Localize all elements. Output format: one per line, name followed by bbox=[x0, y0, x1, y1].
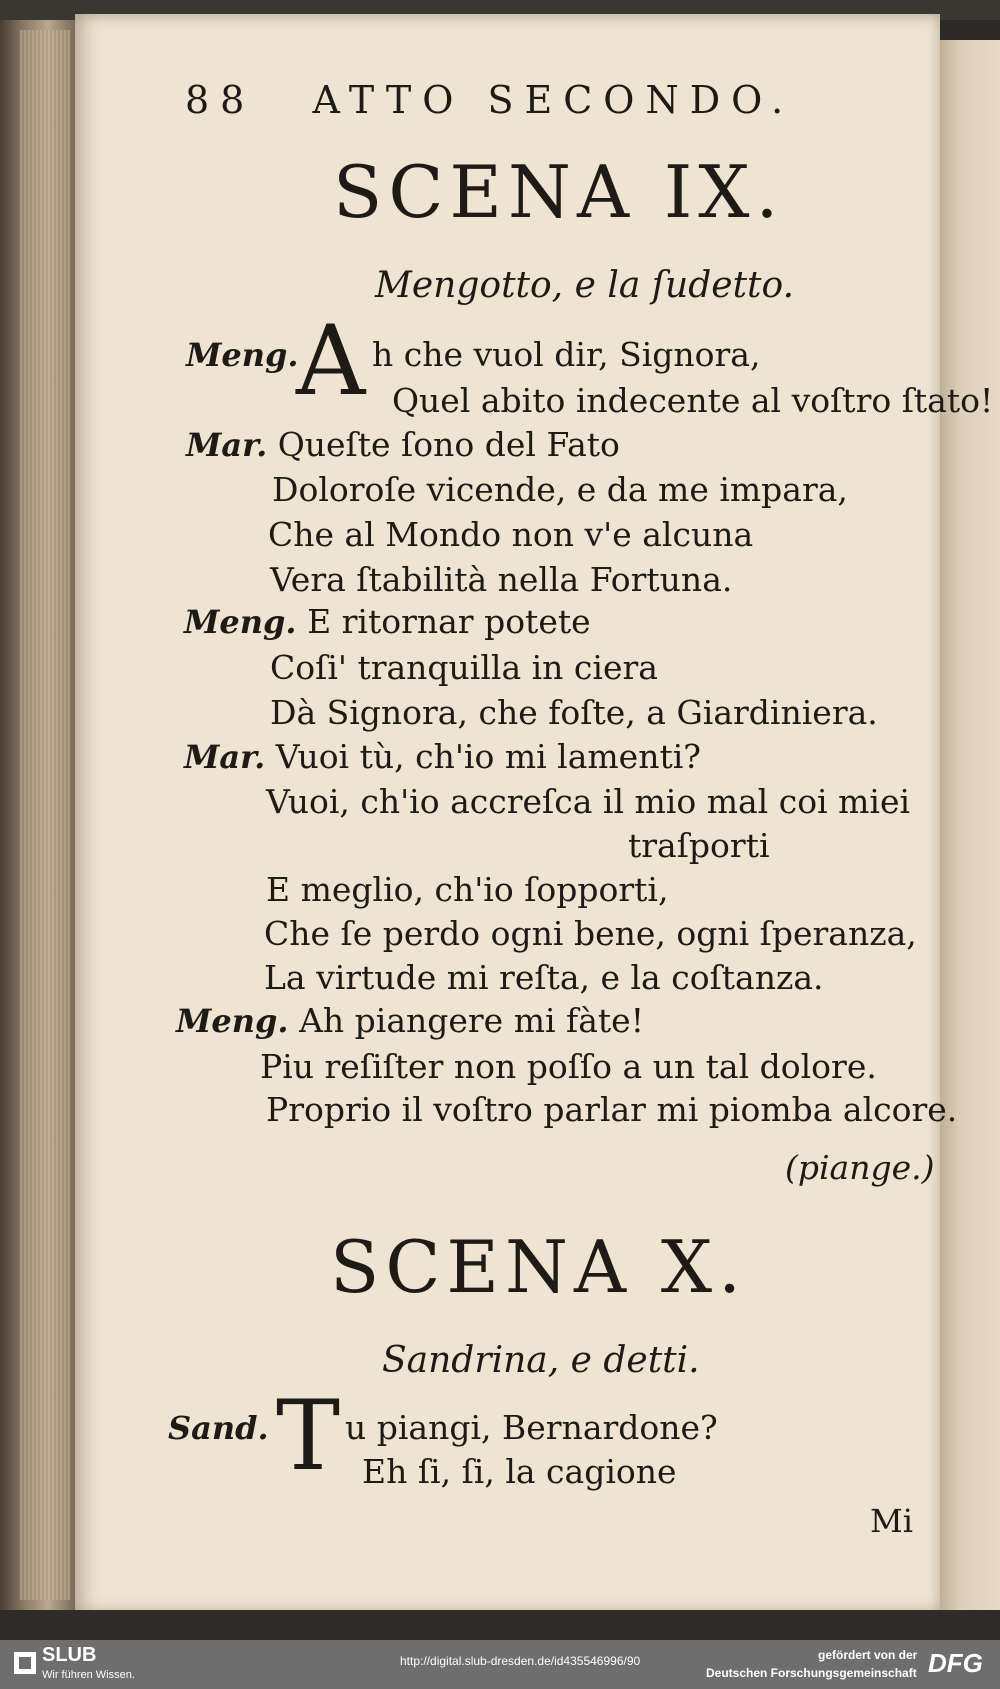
verse-line: Mar. Vuoi tù, ch'io mi lamenti? bbox=[184, 737, 701, 776]
page-edges bbox=[20, 30, 70, 1600]
speaker-label: Meng. bbox=[176, 1002, 289, 1040]
scene-10-subtitle: Sandrina, e detti. bbox=[382, 1340, 700, 1381]
scene-9-subtitle: Mengotto, e la ſudetto. bbox=[375, 265, 795, 306]
scene-9-title: SCENA IX. bbox=[333, 150, 785, 234]
verse-line: Doloroſe vicende, e da me impara, bbox=[272, 470, 848, 509]
running-header bbox=[185, 78, 794, 122]
verse-line: Che al Mondo non v'e alcuna bbox=[268, 515, 754, 554]
catchword: Mi bbox=[870, 1502, 913, 1540]
scan-bottom-border bbox=[0, 1610, 1000, 1640]
facing-page-edge bbox=[935, 40, 1000, 1620]
running-title: ATTO SECONDO. bbox=[312, 78, 795, 122]
verse-line: La virtude mi reſta, e la coſtanza. bbox=[264, 958, 824, 997]
page-number: 88 bbox=[185, 78, 256, 122]
verse-line: Meng. Ah piangere mi fàte! bbox=[176, 1001, 644, 1040]
verse-line: traſporti bbox=[628, 826, 770, 865]
verse-line: Mar. Queſte ſono del Fato bbox=[186, 425, 620, 464]
slub-logo-icon bbox=[12, 1650, 38, 1676]
verse-line: Dà Signora, che foſte, a Giardiniera. bbox=[270, 693, 878, 732]
library-name: SLUB bbox=[42, 1644, 97, 1666]
permalink-url[interactable]: http://digital.slub-dresden.de/id435546996/90 bbox=[400, 1654, 641, 1668]
speaker-label: Mar. bbox=[186, 426, 268, 464]
verse-line: Proprio il voſtro parlar mi piomba alcore. bbox=[266, 1090, 958, 1129]
speaker-label: Meng. bbox=[186, 336, 299, 374]
library-tagline: Wir führen Wissen. bbox=[42, 1669, 135, 1681]
scene-10-title: SCENA X. bbox=[330, 1225, 747, 1309]
verse-line bbox=[186, 335, 299, 374]
verse-line: E meglio, ch'io ſopporti, bbox=[266, 870, 669, 909]
drop-cap: T bbox=[276, 1380, 341, 1492]
funding-line-2: Deutschen Forschungsgemeinschaft bbox=[706, 1666, 917, 1680]
speaker-label: Meng. bbox=[184, 603, 297, 641]
verse-line: Che ſe perdo ogni bene, ogni ſperanza, bbox=[264, 914, 917, 953]
drop-cap: A bbox=[296, 305, 366, 417]
verse-line: Vuoi, ch'io accreſca il mio mal coi miei bbox=[266, 782, 911, 821]
viewer-footer bbox=[0, 1640, 1000, 1689]
verse-line: Eh ſi, ſi, la cagione bbox=[362, 1452, 677, 1491]
verse-line: Meng. E ritornar potete bbox=[184, 602, 591, 641]
speaker-label: Sand. bbox=[168, 1409, 269, 1447]
stage-direction: (piange.) bbox=[785, 1148, 935, 1187]
verse-line: u piangi, Bernardone? bbox=[345, 1408, 718, 1447]
verse-line bbox=[168, 1408, 269, 1447]
dfg-logo: DFG bbox=[928, 1648, 983, 1678]
verse-line: Quel abito indecente al voſtro ſtato! bbox=[392, 381, 994, 420]
verse-line: Coſi' tranquilla in ciera bbox=[270, 648, 658, 687]
verse-line: Piu reſiſter non poſſo a un tal dolore. bbox=[260, 1047, 877, 1086]
verse-line: Vera ſtabilità nella Fortuna. bbox=[270, 560, 733, 599]
speaker-label: Mar. bbox=[184, 738, 266, 776]
verse-line: h che vuol dir, Signora, bbox=[372, 335, 761, 374]
funding-line-1: gefördert von der bbox=[818, 1648, 918, 1662]
